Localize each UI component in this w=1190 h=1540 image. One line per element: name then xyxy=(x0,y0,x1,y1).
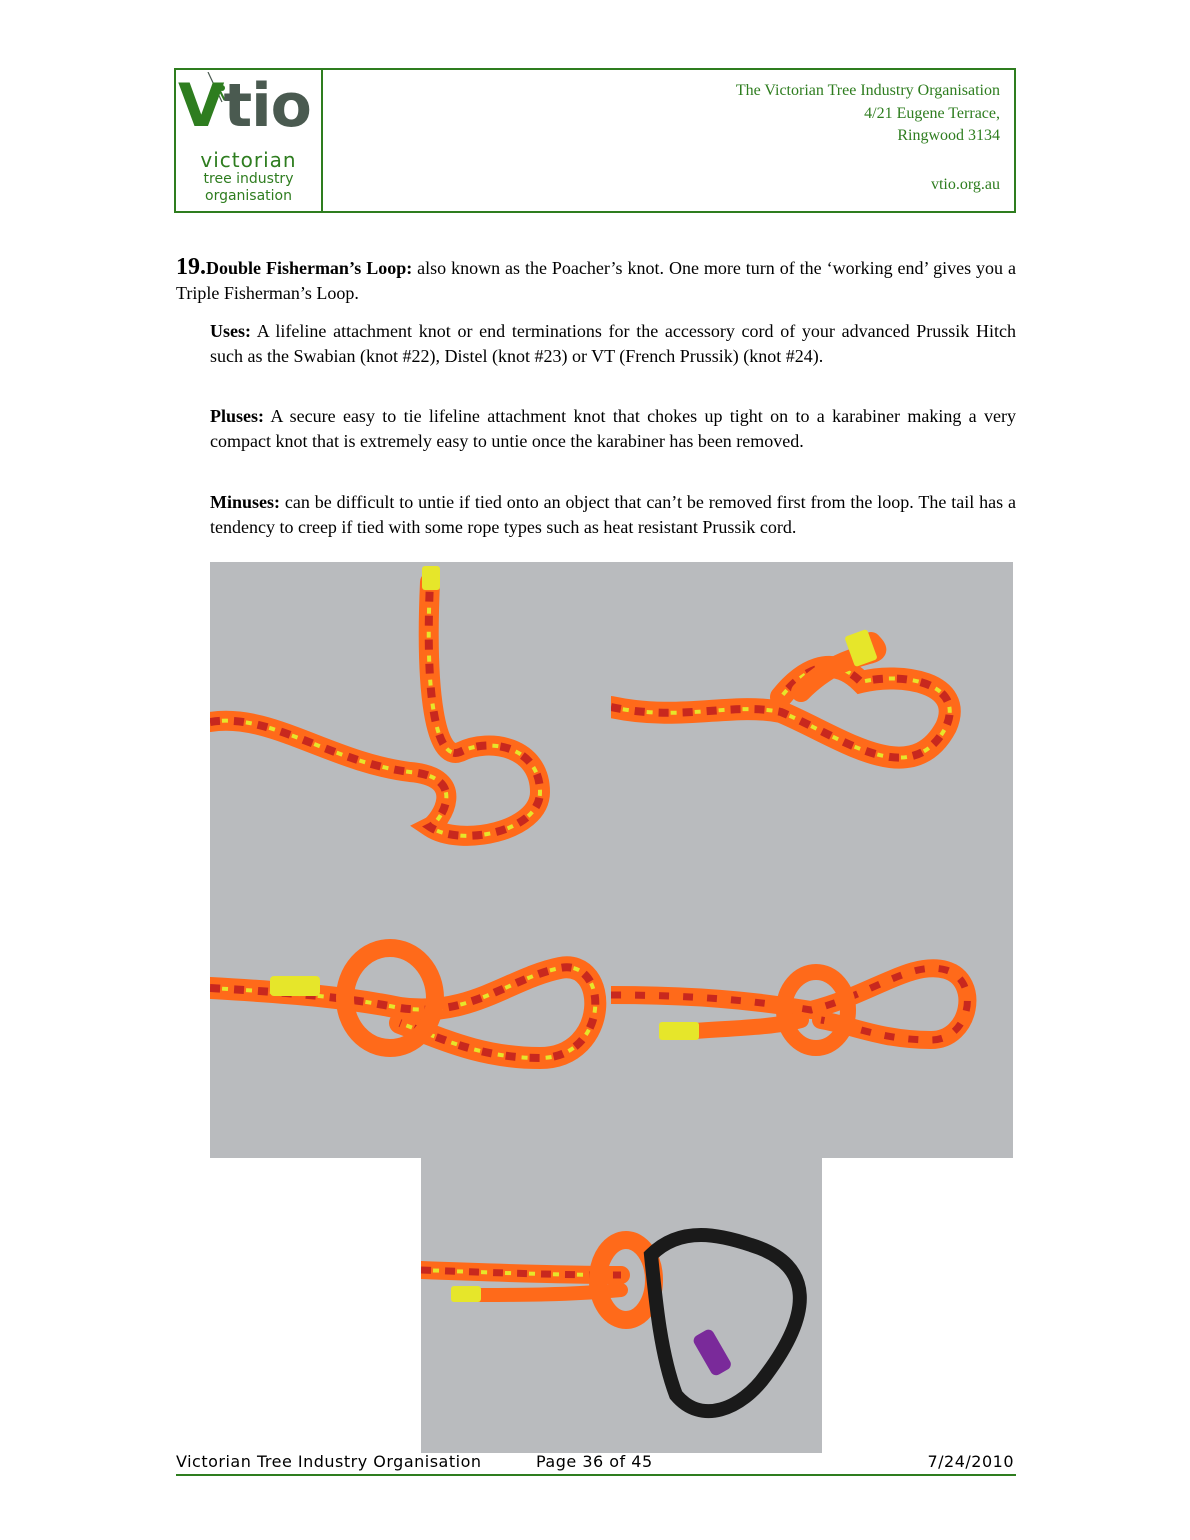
uses-paragraph xyxy=(210,319,1016,369)
knot-photo-step-3 xyxy=(210,858,611,1158)
knot-heading xyxy=(176,255,1016,306)
knot-photo-step-2 xyxy=(611,562,1013,860)
logo-line-2: tree industry xyxy=(203,171,294,187)
logo-line-1: victorian xyxy=(200,148,297,172)
page-footer xyxy=(176,1452,1016,1476)
footer-page-number: Page 36 of 45 xyxy=(536,1452,653,1471)
uses-label: Uses: xyxy=(210,321,251,341)
knot-photo-step-4 xyxy=(611,860,1013,1158)
knot-name: Double Fisherman’s Loop: xyxy=(206,258,413,278)
page-header xyxy=(174,68,1016,213)
minuses-text: can be difficult to untie if tied onto an object that can’t be removed first from the loop. The tail has a tendency to creep if tied with some rope types such as heat resistant Prussik cord. xyxy=(210,492,1016,537)
pluses-label: Pluses: xyxy=(210,406,264,426)
city-line: Ringwood 3134 xyxy=(897,127,1000,144)
minuses-label: Minuses: xyxy=(210,492,281,512)
uses-text: A lifeline attachment knot or end terminations for the accessory cord of your advanced Prussik Hitch such as the Swabian (knot #22), Distel (knot #23) or VT (French Prussik) (knot #24). xyxy=(210,321,1016,366)
org-name: The Victorian Tree Industry Organisation xyxy=(735,82,1000,99)
footer-date: 7/24/2010 xyxy=(927,1452,1014,1471)
knot-photo-karabiner xyxy=(421,1155,822,1453)
address-line: 4/21 Eugene Terrace, xyxy=(864,105,1000,122)
pluses-paragraph xyxy=(210,404,1016,454)
website-link[interactable]: vtio.org.au xyxy=(930,176,1000,193)
vtio-logo xyxy=(176,70,323,211)
knot-number: 19. xyxy=(176,254,206,280)
minuses-paragraph xyxy=(210,490,1016,540)
logo-mark: Vtio xyxy=(178,71,311,141)
knot-photo-step-1 xyxy=(210,562,611,858)
pluses-text: A secure easy to tie lifeline attachment knot that chokes up tight on to a karabiner making a very compact knot that is extremely easy to untie once the karabiner has been removed. xyxy=(210,406,1016,451)
knot-intro: also known as the Poacher’s knot. One more turn of the ‘working end’ gives you a Triple Fisherman’s Loop. xyxy=(176,258,1016,303)
footer-org: Victorian Tree Industry Organisation xyxy=(176,1452,482,1471)
logo-line-3: organisation xyxy=(205,188,292,204)
